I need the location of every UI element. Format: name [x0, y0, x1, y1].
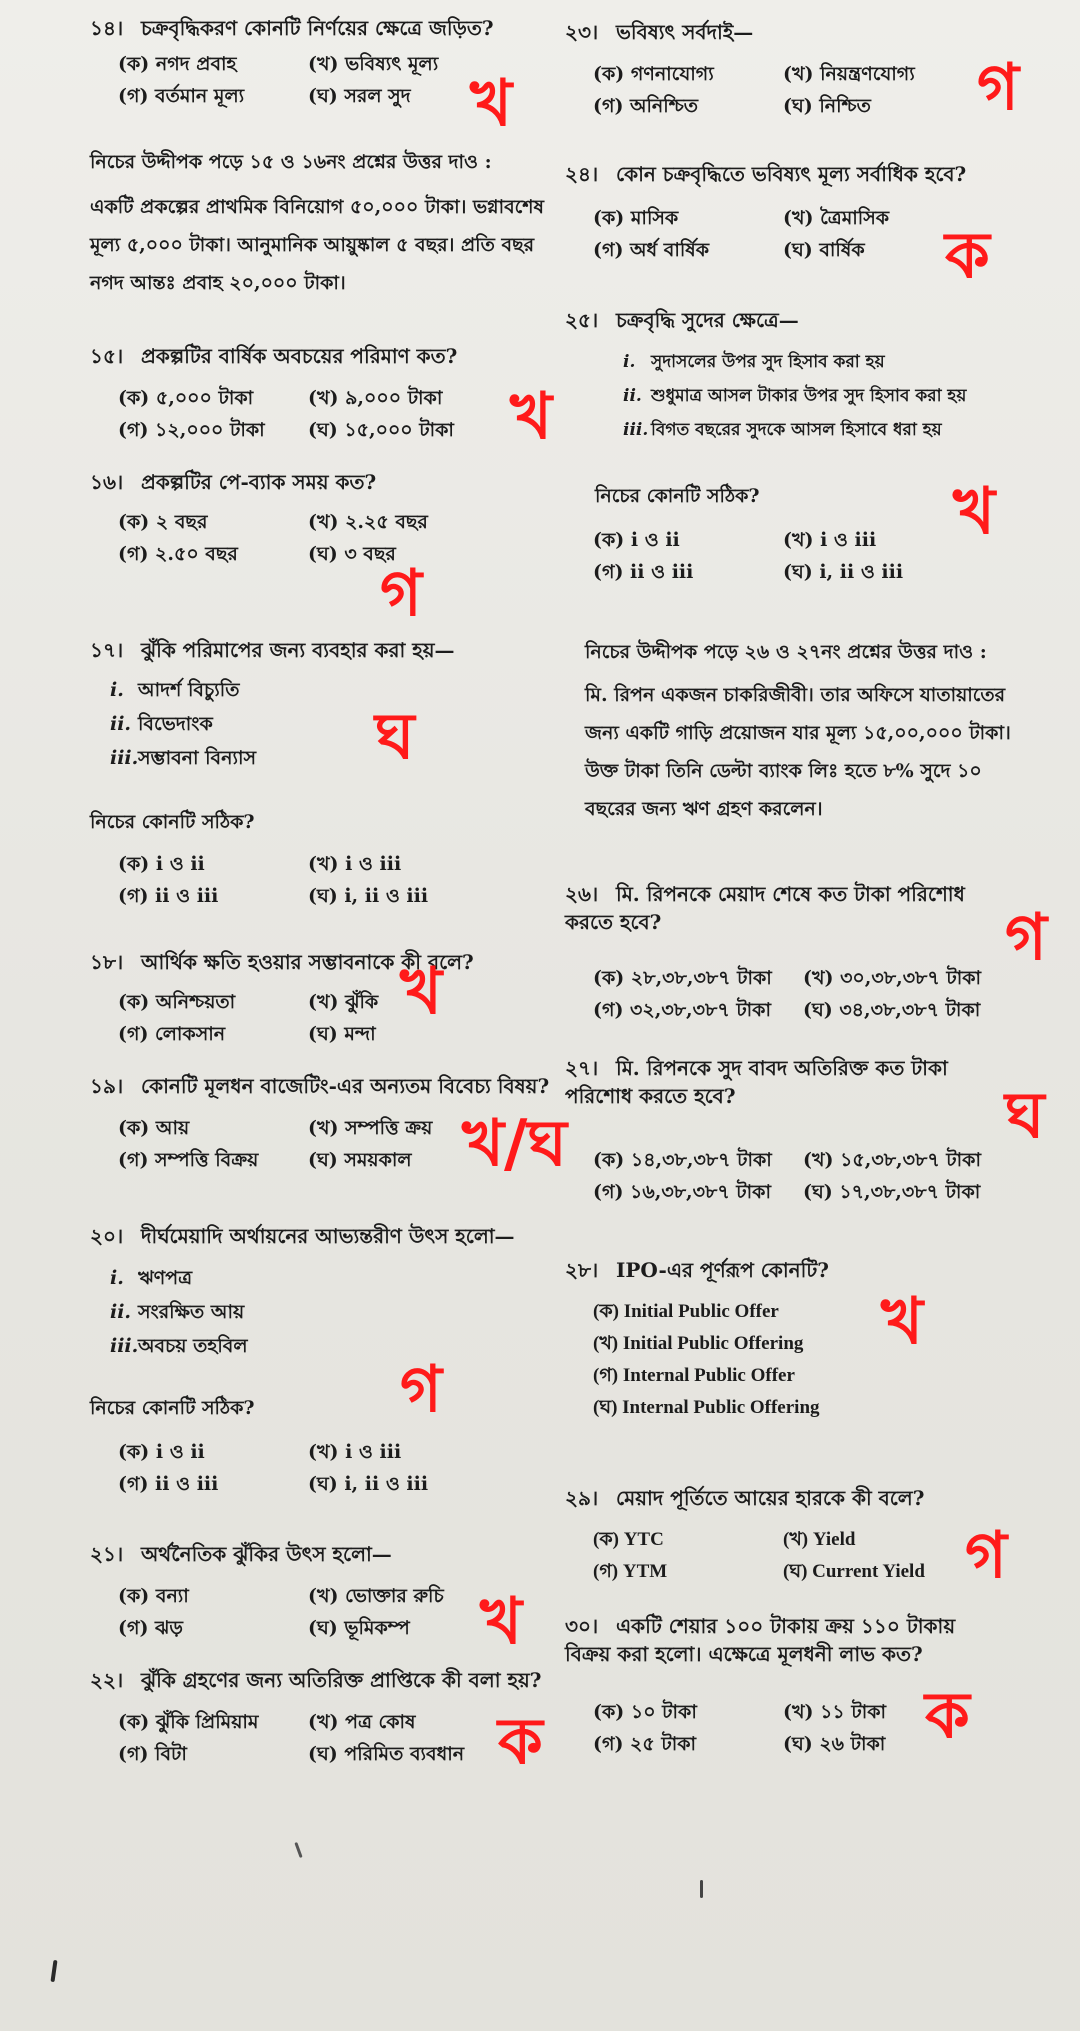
option: (ঘ) পরিমিত ব্যবধান — [308, 1743, 465, 1765]
option: (গ) ii ও iii — [118, 885, 219, 907]
question-16 — [90, 468, 610, 496]
question-text: কোন চক্রবৃদ্ধিতে ভবিষ্যৎ মূল্য সর্বাধিক হবে? — [615, 162, 967, 186]
which-correct: নিচের কোনটি সঠিক? — [90, 1397, 255, 1419]
answer-mark-30: ক — [925, 1679, 970, 1753]
option: (খ) Initial Public Offering — [593, 1333, 804, 1354]
option: (গ) অনিশ্চিত — [593, 95, 699, 117]
option: (ঘ) ৩ বছর — [308, 543, 396, 565]
option: (ঘ) মন্দা — [308, 1023, 376, 1045]
q18-options — [118, 990, 538, 1046]
q22-options — [118, 1710, 538, 1766]
option: (ক) i ও ii — [593, 529, 680, 551]
question-23 — [565, 18, 1080, 46]
q29-options — [593, 1528, 1013, 1584]
answer-mark-14: খ — [470, 67, 513, 141]
question-18 — [90, 948, 610, 976]
q26-options — [593, 966, 1013, 1022]
question-number: ২০। — [90, 1224, 124, 1248]
option: (ক) ১০ টাকা — [593, 1701, 697, 1723]
option: (খ) ২.২৫ বছর — [308, 511, 428, 533]
option: (গ) ৩২,৩৮,৩৮৭ টাকা — [593, 999, 771, 1021]
which-correct: নিচের কোনটি সঠিক? — [595, 485, 760, 507]
question-27 — [565, 1054, 1005, 1110]
question-24 — [565, 160, 1080, 188]
question-15 — [90, 342, 610, 370]
option: (গ) Internal Public Offer — [593, 1365, 795, 1386]
option: (ক) ঝুঁকি প্রিমিয়াম — [118, 1711, 259, 1733]
option: (ঘ) ২৬ টাকা — [783, 1733, 886, 1755]
option: (ক) ২৮,৩৮,৩৮৭ টাকা — [593, 967, 772, 989]
option: (খ) i ও iii — [308, 1441, 402, 1463]
option: (খ) Yield — [783, 1529, 856, 1550]
question-20 — [90, 1222, 610, 1250]
question-text: ঝুঁকি গ্রহণের জন্য অতিরিক্ত প্রাপ্তিকে কী বলা হয়? — [140, 1668, 542, 1692]
question-number: ২১। — [90, 1542, 124, 1566]
statement: iii.সম্ভাবনা বিন্যাস — [110, 747, 257, 769]
option: (ক) মাসিক — [593, 207, 679, 229]
statement: i. সুদাসলের উপর সুদ হিসাব করা হয় — [623, 352, 885, 372]
option: (গ) বর্তমান মূল্য — [118, 85, 245, 107]
question-number: ১৫। — [90, 344, 124, 368]
question-19 — [90, 1072, 610, 1100]
q25-statements — [623, 350, 1043, 442]
answer-mark-23: গ — [977, 51, 1019, 125]
answer-mark-22: ক — [498, 1705, 543, 1779]
option: (ক) গণনাযোগ্য — [593, 63, 714, 85]
answer-mark-20: গ — [400, 1353, 442, 1427]
answer-mark-21: খ — [480, 1585, 523, 1659]
question-text: কোনটি মূলধন বাজেটিং-এর অন্যতম বিবেচ্য বিষয়? — [140, 1074, 550, 1098]
statement: iii. বিগত বছরের সুদকে আসল হিসাবে ধরা হয় — [623, 420, 942, 440]
question-25 — [565, 306, 1080, 334]
option: (ক) i ও ii — [118, 1441, 205, 1463]
q25-options — [593, 528, 1013, 584]
option: (খ) ৩০,৩৮,৩৮৭ টাকা — [803, 967, 982, 989]
question-number: ২৯। — [565, 1486, 599, 1510]
statement: ii. সংরক্ষিত আয় — [110, 1301, 245, 1323]
option: (খ) সম্পত্তি ক্রয় — [308, 1117, 433, 1139]
option: (ক) আয় — [118, 1117, 190, 1139]
question-22 — [90, 1666, 610, 1694]
question-text: IPO-এর পূর্ণরূপ কোনটি? — [615, 1258, 829, 1282]
question-text: প্রকল্পটির পে-ব্যাক সময় কত? — [140, 470, 377, 494]
question-26 — [565, 880, 1005, 936]
passage-15-16: একটি প্রকল্পের প্রাথমিক বিনিয়োগ ৫০,০০০ টাকা। ভগ্নাবশেষ মূল্য ৫,০০০ টাকা। আনুমানিক আয়ুষ্কাল ৫ বছর। প্রতি বছর নগদ আন্তঃ প্রবাহ ২০,০০০ টাকা। — [90, 196, 545, 294]
question-number: ২৫। — [565, 308, 599, 332]
right-column — [565, 0, 1080, 2031]
option: (গ) ১৬,৩৮,৩৮৭ টাকা — [593, 1181, 771, 1203]
question-number: ১৬। — [90, 470, 124, 494]
option: (ঘ) সময়কাল — [308, 1149, 412, 1171]
option: (গ) বিটা — [118, 1743, 187, 1765]
answer-mark-16: গ — [380, 557, 422, 631]
answer-mark-26: গ — [1005, 901, 1047, 975]
answer-mark-27: ঘ — [1005, 1079, 1045, 1153]
passage-instruction-15-16: নিচের উদ্দীপক পড়ে ১৫ ও ১৬নং প্রশ্নের উত্তর দাও : — [90, 151, 492, 173]
q16-options — [118, 510, 538, 566]
question-number: ২৮। — [565, 1258, 599, 1282]
answer-mark-15: খ — [510, 380, 553, 454]
option: (ক) নগদ প্রবাহ — [118, 53, 237, 75]
q20-statements — [110, 1266, 530, 1358]
question-17 — [90, 636, 610, 664]
option: (খ) ১১ টাকা — [783, 1701, 887, 1723]
option: (খ) ঝুঁকি — [308, 991, 379, 1013]
question-number: ২৪। — [565, 162, 599, 186]
option: (খ) নিয়ন্ত্রণযোগ্য — [783, 63, 915, 85]
pen-mark — [50, 1960, 57, 1982]
question-number: ২৬। — [565, 882, 599, 906]
pen-mark — [700, 1880, 703, 1898]
option: (গ) সম্পত্তি বিক্রয় — [118, 1149, 259, 1171]
q21-options — [118, 1584, 538, 1640]
question-text: মেয়াদ পূর্তিতে আয়ের হারকে কী বলে? — [615, 1486, 925, 1510]
question-number: ১৪। — [90, 16, 124, 40]
option: (খ) পত্র কোষ — [308, 1711, 416, 1733]
option: (ক) অনিশ্চয়তা — [118, 991, 236, 1013]
option: (ঘ) নিশ্চিত — [783, 95, 871, 117]
answer-mark-24: ক — [945, 219, 990, 293]
option: (খ) ভবিষ্যৎ মূল্য — [308, 53, 439, 75]
option: (গ) অর্ধ বার্ষিক — [593, 239, 710, 261]
question-text: মি. রিপনকে সুদ বাবদ অতিরিক্ত কত টাকা পরিশোধ করতে হবে? — [565, 1056, 948, 1108]
option: (গ) ii ও iii — [593, 561, 694, 583]
option: (খ) i ও iii — [308, 853, 402, 875]
option: (ঘ) Internal Public Offering — [593, 1397, 820, 1418]
left-column — [90, 0, 610, 2031]
option: (ঘ) i, ii ও iii — [308, 885, 429, 907]
question-text: অর্থনৈতিক ঝুঁকির উৎস হলো— — [140, 1542, 392, 1566]
option: (খ) ত্রৈমাসিক — [783, 207, 890, 229]
statement: ii. বিভেদাংক — [110, 713, 213, 735]
option: (খ) ১৫,৩৮,৩৮৭ টাকা — [803, 1149, 981, 1171]
option: (খ) ৯,০০০ টাকা — [308, 387, 443, 409]
question-text: দীর্ঘমেয়াদি অর্থায়নের আভ্যন্তরীণ উৎস হলো— — [140, 1224, 515, 1248]
question-number: ১৮। — [90, 950, 124, 974]
q28-options — [593, 1300, 1013, 1420]
question-21 — [90, 1540, 610, 1568]
option: (ক) ৫,০০০ টাকা — [118, 387, 254, 409]
option: (ঘ) i, ii ও iii — [783, 561, 904, 583]
question-number: ১৭। — [90, 638, 124, 662]
option: (ঘ) i, ii ও iii — [308, 1473, 429, 1495]
question-text: মি. রিপনকে মেয়াদ শেষে কত টাকা পরিশোধ করতে হবে? — [565, 882, 965, 934]
question-number: ২২। — [90, 1668, 124, 1692]
question-14 — [90, 14, 610, 42]
question-text: চক্রবৃদ্ধিকরণ কোনটি নির্ণয়ের ক্ষেত্রে জড়িত? — [140, 16, 494, 40]
option: (ঘ) সরল সুদ — [308, 85, 411, 107]
option: (ঘ) ভূমিকম্প — [308, 1617, 410, 1639]
option: (ক) ২ বছর — [118, 511, 208, 533]
option: (ক) Initial Public Offer — [593, 1301, 779, 1322]
which-correct: নিচের কোনটি সঠিক? — [90, 811, 255, 833]
question-number: ২৩। — [565, 20, 599, 44]
passage-26-27: মি. রিপন একজন চাকরিজীবী। তার অফিসে যাতায়াতের জন্য একটি গাড়ি প্রয়োজন যার মূল্য ১৫,০০,০০০ টাকা। উক্ত টাকা তিনি ডেল্টা ব্যাংক লিঃ হতে ৮% সুদে ১০ বছরের জন্য ঋণ গ্রহণ করলেন। — [585, 684, 1011, 820]
question-number: ১৯। — [90, 1074, 124, 1098]
question-30 — [565, 1612, 1005, 1668]
statement: i. আদর্শ বিচ্যুতি — [110, 679, 240, 701]
option: (গ) ১২,০০০ টাকা — [118, 419, 265, 441]
option: (ক) ১৪,৩৮,৩৮৭ টাকা — [593, 1149, 772, 1171]
option: (খ) i ও iii — [783, 529, 877, 551]
question-text: একটি শেয়ার ১০০ টাকায় ক্রয় ১১০ টাকায় বিক্রয় করা হলো। এক্ষেত্রে মূলধনী লাভ কত? — [565, 1614, 956, 1666]
option: (ক) বন্যা — [118, 1585, 189, 1607]
answer-mark-17: ঘ — [375, 700, 415, 774]
answer-mark-25: খ — [953, 475, 996, 549]
question-28 — [565, 1256, 1080, 1284]
question-text: ঝুঁকি পরিমাপের জন্য ব্যবহার করা হয়— — [140, 638, 455, 662]
option: (গ) YTM — [593, 1561, 668, 1582]
option: (ঘ) Current Yield — [783, 1561, 925, 1582]
question-number: ৩০। — [565, 1614, 599, 1638]
passage-instruction-26-27: নিচের উদ্দীপক পড়ে ২৬ ও ২৭নং প্রশ্নের উত্তর দাও : — [585, 641, 987, 663]
question-text: প্রকল্পটির বার্ষিক অবচয়ের পরিমাণ কত? — [140, 344, 458, 368]
option: (গ) ঝড় — [118, 1617, 183, 1639]
question-number: ২৭। — [565, 1056, 599, 1080]
option: (ক) i ও ii — [118, 853, 205, 875]
option: (ঘ) ১৭,৩৮,৩৮৭ টাকা — [803, 1181, 981, 1203]
option: (খ) ভোক্তার রুচি — [308, 1585, 444, 1607]
q17-statements — [110, 678, 530, 774]
option: (গ) ii ও iii — [118, 1473, 219, 1495]
question-text: ভবিষ্যৎ সর্বদাই— — [615, 20, 754, 44]
statement: i. ঋণপত্র — [110, 1267, 193, 1289]
statement: iii.অবচয় তহবিল — [110, 1335, 248, 1357]
option: (ঘ) ৩৪,৩৮,৩৮৭ টাকা — [803, 999, 981, 1021]
q23-options — [593, 62, 1013, 118]
answer-mark-29: গ — [965, 1519, 1007, 1593]
answer-mark-28: খ — [881, 1285, 924, 1359]
answer-mark-19: খ/ঘ — [462, 1107, 567, 1181]
option: (গ) ২.৫০ বছর — [118, 543, 238, 565]
answer-mark-18: খ — [400, 955, 443, 1029]
q27-options — [593, 1148, 1013, 1204]
option: (ঘ) ১৫,০০০ টাকা — [308, 419, 454, 441]
q17-options — [118, 852, 538, 908]
question-29 — [565, 1484, 1080, 1512]
option: (গ) লোকসান — [118, 1023, 226, 1045]
option: (ক) YTC — [593, 1529, 664, 1550]
question-text: চক্রবৃদ্ধি সুদের ক্ষেত্রে— — [615, 308, 799, 332]
q20-options — [118, 1440, 538, 1496]
question-text: আর্থিক ক্ষতি হওয়ার সম্ভাবনাকে কী বলে? — [140, 950, 474, 974]
q15-options — [118, 386, 538, 442]
option: (ঘ) বার্ষিক — [783, 239, 865, 261]
option: (গ) ২৫ টাকা — [593, 1733, 697, 1755]
statement: ii. শুধুমাত্র আসল টাকার উপর সুদ হিসাব করা হয় — [623, 386, 967, 406]
